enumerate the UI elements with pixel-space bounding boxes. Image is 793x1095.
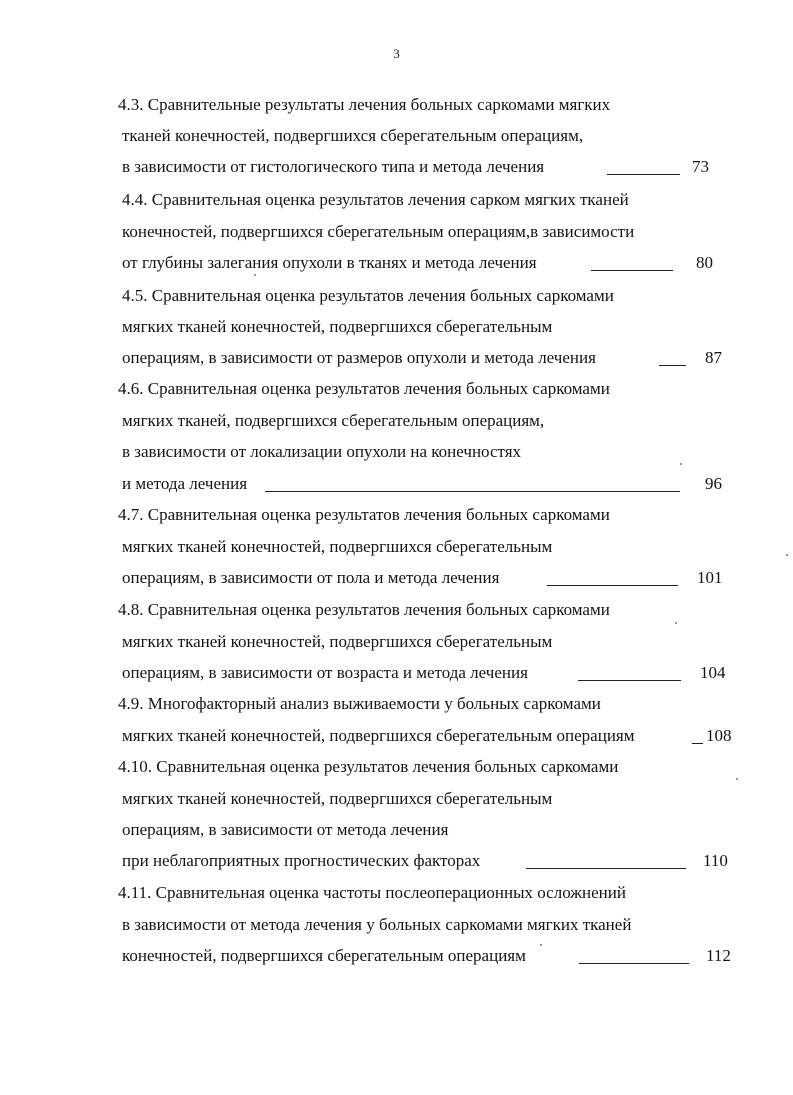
scan-speck [540, 944, 542, 946]
leader-line [579, 963, 689, 964]
toc-line: 4.7. Сравнительная оценка результатов лечения больных саркомами [118, 505, 610, 524]
toc-line: 4.9. Многофакторный анализ выживаемости у больных саркомами [118, 694, 601, 713]
toc-line: от глубины залегания опухоли в тканях и метода лечения [122, 253, 537, 272]
page-number: 3 [393, 46, 400, 61]
toc-line: конечностей, подвергшихся сберегательным операциям,в зависимости [122, 222, 635, 241]
toc-line: 4.11. Сравнительная оценка частоты послеоперационных осложнений [118, 883, 626, 902]
toc-page-number: 96 [705, 474, 722, 493]
toc-line: 4.6. Сравнительная оценка результатов лечения больных саркомами [118, 379, 610, 398]
toc-line: мягких тканей конечностей, подвергшихся сберегательным [122, 317, 553, 336]
toc-page-number: 87 [705, 348, 722, 367]
leader-line [526, 868, 686, 869]
toc-line: операциям, в зависимости от размеров опухоли и метода лечения [122, 348, 596, 367]
scan-speck [786, 554, 788, 556]
toc-line: конечностей, подвергшихся сберегательным операциям [122, 946, 526, 965]
toc-line: 4.10. Сравнительная оценка результатов лечения больных саркомами [118, 757, 619, 776]
toc-page-number: 110 [703, 851, 728, 870]
leader-line [578, 680, 681, 681]
toc-line: тканей конечностей, подвергшихся сберегательным операциям, [122, 126, 584, 145]
toc-page-number: 104 [700, 663, 726, 682]
scan-speck [254, 274, 256, 276]
toc-line: 4.4. Сравнительная оценка результатов лечения сарком мягких тканей [122, 190, 629, 209]
toc-line: мягких тканей конечностей, подвергшихся сберегательным операциям [122, 726, 635, 745]
toc-line: мягких тканей конечностей, подвергшихся сберегательным [122, 632, 553, 651]
toc-line: 4.8. Сравнительная оценка результатов лечения больных саркомами [118, 600, 610, 619]
toc-page-number: 108 [706, 726, 732, 745]
leader-line [591, 270, 673, 271]
leader-line [547, 585, 678, 586]
leader-line [692, 743, 703, 744]
toc-line: мягких тканей, подвергшихся сберегательным операциям, [122, 411, 545, 430]
scan-speck [675, 622, 677, 624]
toc-line: в зависимости от гистологического типа и метода лечения [122, 157, 545, 176]
leader-line [607, 174, 680, 175]
toc-line: мягких тканей конечностей, подвергшихся сберегательным [122, 537, 553, 556]
toc-line: и метода лечения [122, 474, 248, 493]
toc-line: 4.3. Сравнительные результаты лечения больных саркомами мягких [118, 95, 611, 114]
toc-line: в зависимости от локализации опухоли на конечностях [122, 442, 522, 461]
toc-page-number: 112 [706, 946, 731, 965]
toc-line: в зависимости от метода лечения у больных саркомами мягких тканей [122, 915, 632, 934]
toc-page-number: 80 [696, 253, 713, 272]
toc-line: операциям, в зависимости от возраста и метода лечения [122, 663, 528, 682]
toc-line: 4.5. Сравнительная оценка результатов лечения больных саркомами [122, 286, 614, 305]
toc-line: при неблагоприятных прогностических факторах [122, 851, 481, 870]
toc-line: мягких тканей конечностей, подвергшихся сберегательным [122, 789, 553, 808]
leader-line [265, 491, 680, 492]
toc-page-number: 73 [692, 157, 709, 176]
toc-page-number: 101 [697, 568, 723, 587]
toc-line: операциям, в зависимости от пола и метода лечения [122, 568, 500, 587]
leader-line [659, 365, 686, 366]
toc-line: операциям, в зависимости от метода лечения [122, 820, 449, 839]
scan-speck [680, 463, 682, 465]
scan-speck [736, 778, 738, 780]
